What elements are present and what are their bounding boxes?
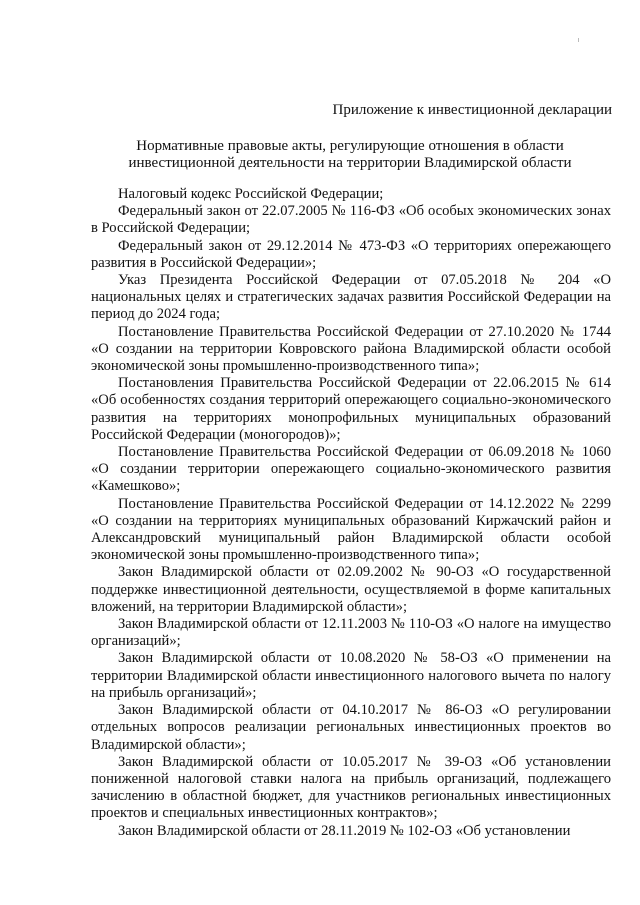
document-title bbox=[60, 138, 640, 172]
act-item: Постановления Правительства Российской Федерации от 22.06.2015 № 614 «Об особенностях создания территорий опережающего социально-экономического развития на территориях монопрофильных муниципальных образований Российской Федерации (моногородов)»; bbox=[91, 375, 611, 443]
act-item: Постановление Правительства Российской Федерации от 06.09.2018 № 1060 «О создании территории опережающего социально-экономического развития «Камешково»; bbox=[91, 444, 611, 495]
act-item: Закон Владимирской области от 04.10.2017 № 86-ОЗ «О регулировании отдельных вопросов реализации региональных инвестиционных проектов во Владимирской области»; bbox=[91, 702, 611, 753]
act-item: Федеральный закон от 22.07.2005 № 116-ФЗ «Об особых экономических зонах в Российской Федерации; bbox=[91, 203, 611, 237]
act-item: Закон Владимирской области от 10.08.2020 № 58-ОЗ «О применении на территории Владимирской области инвестиционного налогового вычета по налогу на прибыль организаций»; bbox=[91, 650, 611, 701]
acts-list bbox=[91, 186, 611, 840]
act-item: Закон Владимирской области от 10.05.2017 № 39-ОЗ «Об установлении пониженной налоговой ставки налога на прибыль организаций, подлежащего зачислению в областной бюджет, для участников региональных инвестиционных проектов и специальных инвестиционных контрактов»; bbox=[91, 753, 611, 822]
act-item: Постановление Правительства Российской Федерации от 27.10.2020 № 1744 «О создании на территории Ковровского района Владимирской области особой экономической зоны промышленно-производственного типа»; bbox=[91, 323, 611, 375]
act-item: Федеральный закон от 29.12.2014 № 473-ФЗ «О территориях опережающего развития в Российской Федерации»; bbox=[91, 237, 611, 271]
title-line-2: инвестиционной деятельности на территории Владимирской области bbox=[128, 155, 572, 171]
act-item: Закон Владимирской области от 02.09.2002 № 90-ОЗ «О государственной поддержке инвестиционной деятельности, осуществляемой в форме капитальных вложений, на территории Владимирской области»; bbox=[91, 564, 611, 615]
act-item: Постановление Правительства Российской Федерации от 14.12.2022 № 2299 «О создании на территориях муниципальных образований Киржачский район и Александровский муниципальный район Владимирской области особой экономической зоны промышленно-производственного типа»; bbox=[91, 495, 611, 564]
act-item: Закон Владимирской области от 28.11.2019 № 102-ОЗ «Об установлении bbox=[118, 822, 571, 839]
title-line-1: Нормативные правовые акты, регулирующие отношения в области bbox=[136, 138, 564, 154]
appendix-label: Приложение к инвестиционной декларации bbox=[332, 102, 612, 118]
act-item: Закон Владимирской области от 12.11.2003 № 110-ОЗ «О налоге на имущество организаций»; bbox=[91, 616, 611, 650]
scan-mark bbox=[578, 38, 579, 42]
act-item: Налоговый кодекс Российской Федерации; bbox=[118, 186, 384, 202]
act-item: Указ Президента Российской Федерации от 07.05.2018 № 204 «О национальных целях и стратегических задачах развития Российской Федерации на период до 2024 года; bbox=[91, 272, 611, 323]
